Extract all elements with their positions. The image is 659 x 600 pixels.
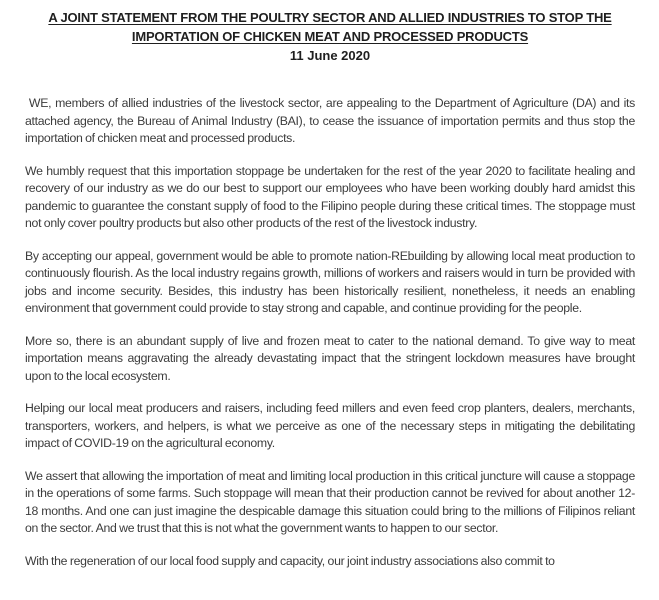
paragraph-regeneration-cutoff: With the regeneration of our local food supply and capacity, our joint industry associations also commit to	[25, 553, 555, 568]
document-body	[25, 95, 635, 570]
paragraph-nation-rebuilding: By accepting our appeal, government would be able to promote nation-REbuilding by allowing local meat production to continuously flourish. As the local industry regains growth, millions of workers and raisers would in turn be provided with jobs and income security. Besides, this industry has been historically resilient, nonetheless, it needs an enabling environment that government could provide to stay strong and capable, and continue providing for the people.	[25, 248, 635, 315]
paragraph-request: We humbly request that this importation stoppage be undertaken for the rest of the year 2020 to facilitate healing and recovery of our industry as we do our best to support our employees who have been working doubly hard amidst this pandemic to guarantee the constant supply of food to the Filipino people during these critical times. The stoppage must not only cover poultry products but also other products of the rest of the livestock industry.	[25, 163, 635, 230]
document-header	[25, 8, 635, 65]
paragraph-helping-producers: Helping our local meat producers and raisers, including feed millers and even feed crop planters, dealers, merchants, transporters, workers, and helpers, is what we perceive as one of the necessary steps in mitigating the debilitating impact of COVID-19 on the agricultural economy.	[25, 401, 635, 450]
paragraph-assertion: We assert that allowing the importation of meat and limiting local production in this critical juncture will cause a stoppage in the operations of some farms. Such stoppage will mean that their production cannot be revived for about another 12-18 months. And one can just imagine the despicable damage this situation could bring to the millions of Filipinos reliant on the sector. And we trust that this is not what the government wants to happen to our sector.	[25, 468, 635, 535]
document-date: 11 June 2020	[289, 48, 371, 63]
document-title: A JOINT STATEMENT FROM THE POULTRY SECTOR AND ALLIED INDUSTRIES TO STOP THE IMPORTATION OF CHICKEN MEAT AND PROCESSED PRODUCTS	[48, 10, 612, 44]
paragraph-appeal: WE, members of allied industries of the livestock sector, are appealing to the Department of Agriculture (DA) and its attached agency, the Bureau of Animal Industry (BAI), to cease the issuance of importation permits and thus stop the importation of chicken meat and processed products.	[25, 96, 635, 145]
paragraph-abundant-supply: More so, there is an abundant supply of live and frozen meat to cater to the national demand. To give way to meat importation means aggravating the already devastating impact that the stringent lockdown measures have brought upon to the local ecosystem.	[25, 333, 635, 383]
